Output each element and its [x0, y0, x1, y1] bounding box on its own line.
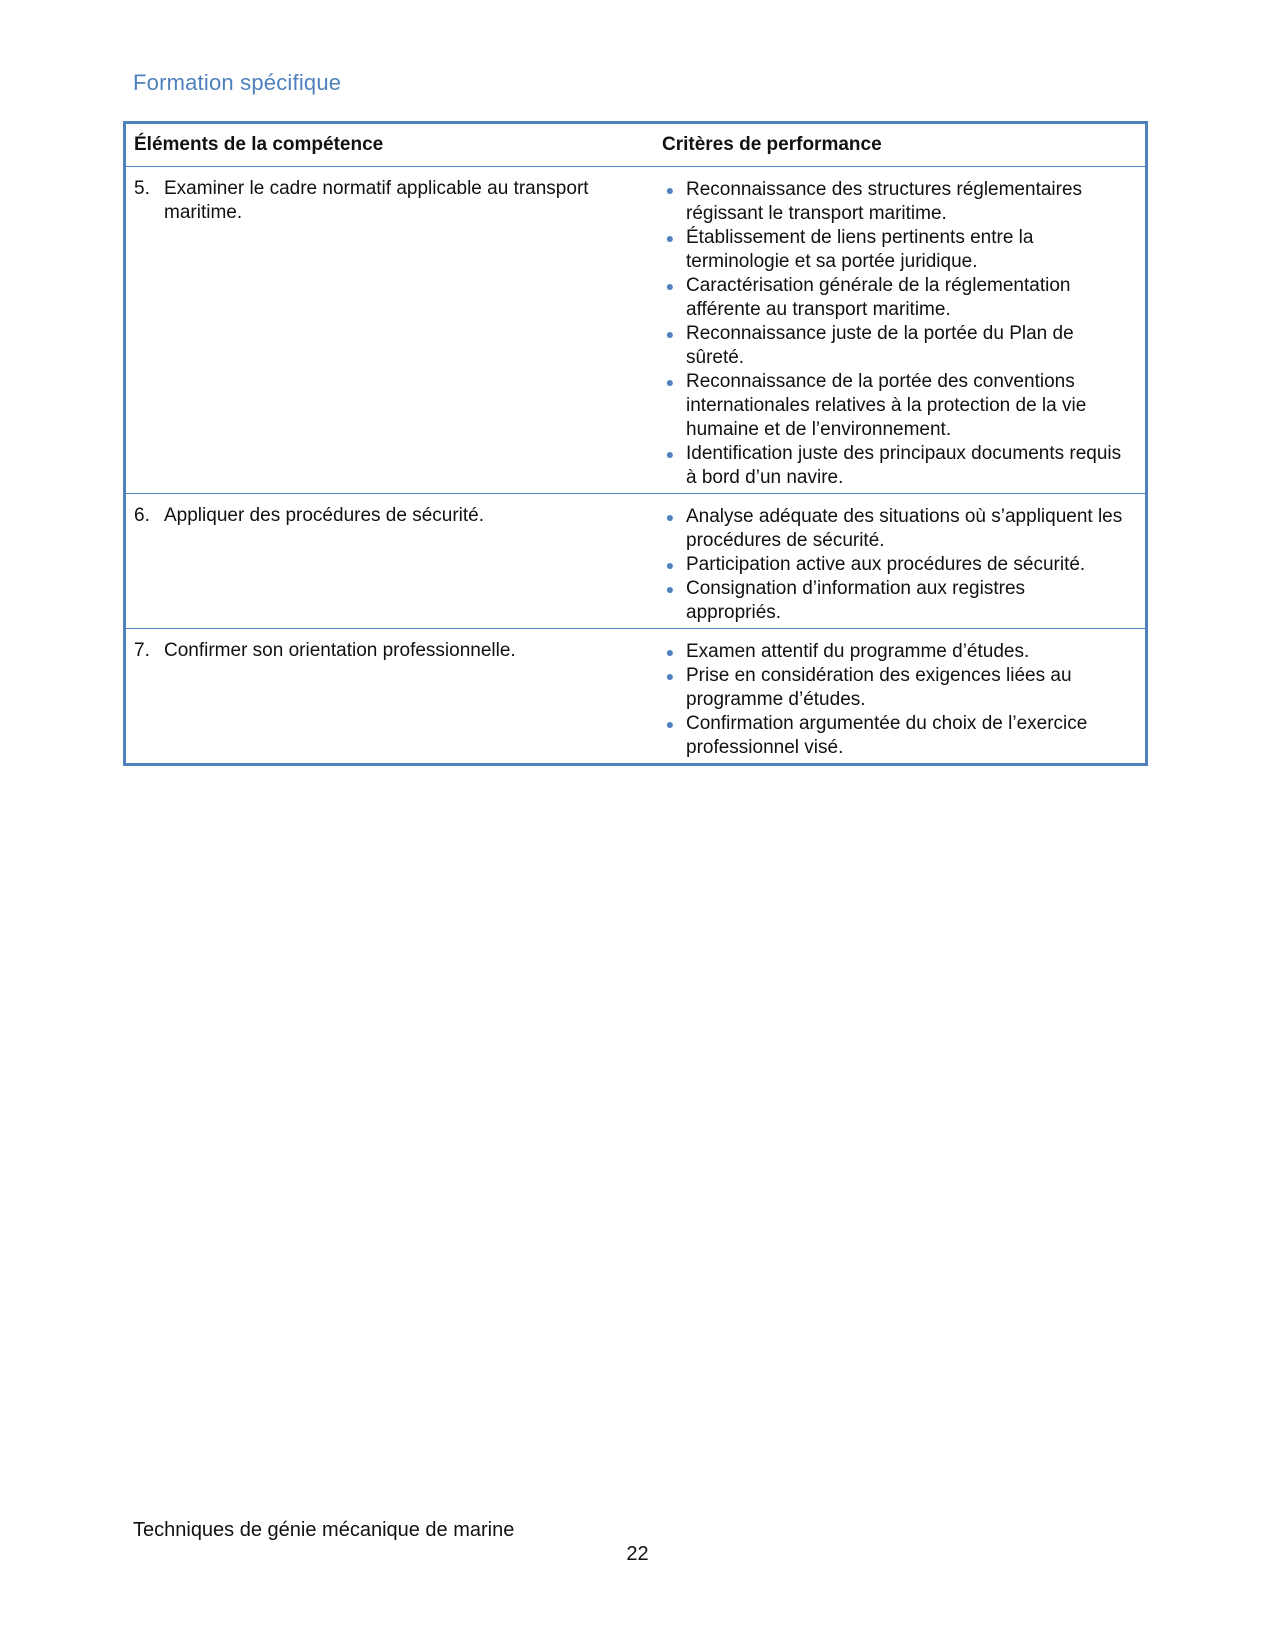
column-header-criteria: Critères de performance	[654, 123, 1147, 167]
element-cell	[125, 494, 655, 629]
element-text: Confirmer son orientation professionnelle.	[164, 640, 516, 661]
bullet-icon: ●	[665, 557, 675, 573]
bullet-icon: ●	[665, 278, 675, 294]
criteria-item	[654, 370, 1125, 442]
column-header-elements: Éléments de la compétence	[125, 123, 655, 167]
criteria-item	[654, 178, 1125, 226]
criteria-text: Prise en considération des exigences liées au programme d’études.	[686, 665, 1072, 710]
table-header-row	[125, 123, 1147, 167]
page-number: 22	[626, 1543, 649, 1565]
section-title: Formation spécifique	[133, 70, 342, 95]
bullet-icon: ●	[665, 446, 675, 462]
criteria-text: Reconnaissance de la portée des conventions internationales relatives à la protection de la vie humaine et de l’environnement.	[686, 371, 1087, 440]
criteria-text: Établissement de liens pertinents entre la terminologie et sa portée juridique.	[686, 227, 1034, 272]
footer-program-title: Techniques de génie mécanique de marine	[133, 1519, 515, 1541]
element-cell	[125, 167, 655, 494]
criteria-item	[654, 664, 1125, 712]
criteria-cell	[654, 167, 1147, 494]
criteria-item	[654, 712, 1125, 760]
criteria-item	[654, 640, 1125, 664]
criteria-list	[654, 640, 1125, 760]
criteria-text: Reconnaissance des structures réglementaires régissant le transport maritime.	[686, 179, 1083, 224]
criteria-text: Reconnaissance juste de la portée du Plan de sûreté.	[686, 323, 1074, 368]
element-number: 5.	[134, 178, 150, 199]
element-text: Examiner le cadre normatif applicable au transport maritime.	[164, 178, 589, 223]
element-text: Appliquer des procédures de sécurité.	[164, 505, 485, 526]
criteria-text: Analyse adéquate des situations où s’appliquent les procédures de sécurité.	[686, 506, 1123, 551]
bullet-icon: ●	[665, 668, 675, 684]
table-row	[125, 167, 1147, 494]
criteria-item	[654, 442, 1125, 490]
criteria-item	[654, 322, 1125, 370]
criteria-item	[654, 274, 1125, 322]
bullet-icon: ●	[665, 326, 675, 342]
bullet-icon: ●	[665, 716, 675, 732]
table-row	[125, 629, 1147, 765]
bullet-icon: ●	[665, 230, 675, 246]
criteria-text: Consignation d’information aux registres appropriés.	[686, 578, 1026, 623]
bullet-icon: ●	[665, 374, 675, 390]
element-cell	[125, 629, 655, 765]
criteria-item	[654, 505, 1125, 553]
criteria-cell	[654, 629, 1147, 765]
bullet-icon: ●	[665, 644, 675, 660]
bullet-icon: ●	[665, 509, 675, 525]
table-row	[125, 494, 1147, 629]
criteria-list	[654, 178, 1125, 490]
bullet-icon: ●	[665, 581, 675, 597]
criteria-text: Examen attentif du programme d’études.	[686, 641, 1030, 662]
element-number: 7.	[134, 640, 150, 661]
criteria-item	[654, 553, 1125, 577]
criteria-text: Participation active aux procédures de sécurité.	[686, 554, 1086, 575]
competence-table	[123, 121, 1148, 766]
criteria-text: Identification juste des principaux documents requis à bord d’un navire.	[686, 443, 1122, 488]
criteria-text: Caractérisation générale de la réglementation afférente au transport maritime.	[686, 275, 1071, 320]
criteria-cell	[654, 494, 1147, 629]
bullet-icon: ●	[665, 182, 675, 198]
criteria-item	[654, 577, 1125, 625]
element-number: 6.	[134, 505, 150, 526]
criteria-item	[654, 226, 1125, 274]
criteria-text: Confirmation argumentée du choix de l’exercice professionnel visé.	[686, 713, 1088, 758]
criteria-list	[654, 505, 1125, 625]
